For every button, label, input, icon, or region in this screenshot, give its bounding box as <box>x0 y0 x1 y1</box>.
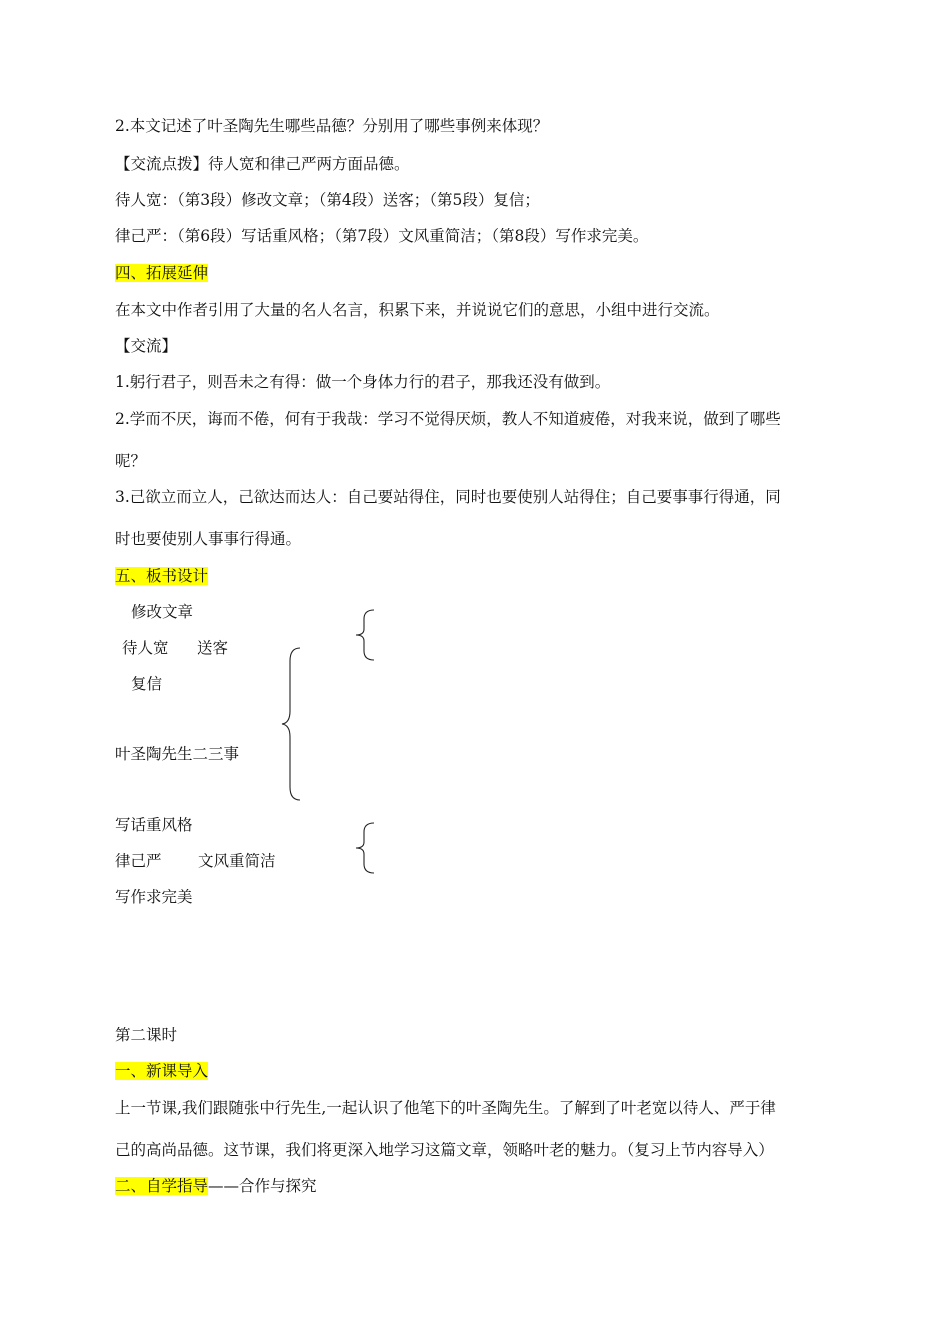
section-5-heading <box>115 566 208 586</box>
exchange-hint-strict: 律己严：（第6段）写话重风格；（第7段）文风重简洁；（第8段）写作求完美。 <box>115 227 649 245</box>
section-4-heading-text: 四、拓展延伸 <box>115 264 209 282</box>
board-strict-sub-1: 写话重风格 <box>115 816 193 834</box>
lesson-2-heading-1 <box>115 1061 208 1081</box>
board-kind-label: 待人宽 <box>122 639 169 657</box>
board-title: 叶圣陶先生二三事 <box>115 745 240 763</box>
lesson-2-intro-line-2: 己的高尚品德。这节课，我们将更深入地学习这篇文章，领略叶老的魅力。（复习上节内容导入） <box>115 1141 774 1159</box>
board-kind-sub-3: 复信 <box>131 675 163 693</box>
lesson-2-heading-2 <box>115 1176 317 1196</box>
section-4-intro: 在本文中作者引用了大量的名人名言，积累下来，并说说它们的意思，小组中进行交流。 <box>115 301 720 319</box>
lesson-2-heading-1-text: 一、新课导入 <box>115 1062 209 1080</box>
brace-large <box>278 647 304 801</box>
section-4-heading <box>115 263 208 283</box>
quote-item-1: 1.躬行君子，则吾未之有得：做一个身体力行的君子，那我还没有做到。 <box>115 373 611 391</box>
lesson-2-intro-line-1: 上一节课,我们跟随张中行先生,一起认识了他笔下的叶圣陶先生。了解到了叶老宽以待人、严于律 <box>115 1099 776 1117</box>
quote-item-3-line-1: 3.己欲立而立人，己欲达而达人：自己要站得住，同时也要使别人站得住；自己要事事行得通，同 <box>115 488 781 506</box>
quote-item-2-line-2: 呢？ <box>115 452 147 470</box>
quote-item-2-line-1: 2.学而不厌，诲而不倦，何有于我哉：学习不觉得厌烦，教人不知道疲倦，对我来说，做到了哪些 <box>115 410 781 428</box>
board-kind-sub-1: 修改文章 <box>131 603 194 621</box>
board-strict-sub-2: 文风重简洁 <box>198 852 276 870</box>
quote-item-3-line-2: 时也要使别人事事行得通。 <box>115 530 302 548</box>
section-4-exchange: 【交流】 <box>115 337 178 355</box>
lesson-2-heading-2-suffix: ——合作与探究 <box>208 1177 317 1195</box>
exchange-hint-head: 【交流点拨】待人宽和律己严两方面品德。 <box>115 155 410 173</box>
board-strict-sub-3: 写作求完美 <box>115 888 193 906</box>
board-kind-sub-2: 送客 <box>197 639 229 657</box>
brace-small-top <box>352 609 378 661</box>
section-5-heading-text: 五、板书设计 <box>115 567 209 585</box>
lesson-2-heading-2-text: 二、自学指导 <box>115 1177 209 1195</box>
lesson-2-title: 第二课时 <box>115 1026 178 1044</box>
board-strict-label: 律己严 <box>115 852 162 870</box>
brace-small-bottom <box>352 822 378 874</box>
exchange-hint-kind: 待人宽：（第3段）修改文章；（第4段）送客；（第5段）复信； <box>115 191 540 209</box>
question-2: 2.本文记述了叶圣陶先生哪些品德？分别用了哪些事例来体现？ <box>115 117 549 135</box>
